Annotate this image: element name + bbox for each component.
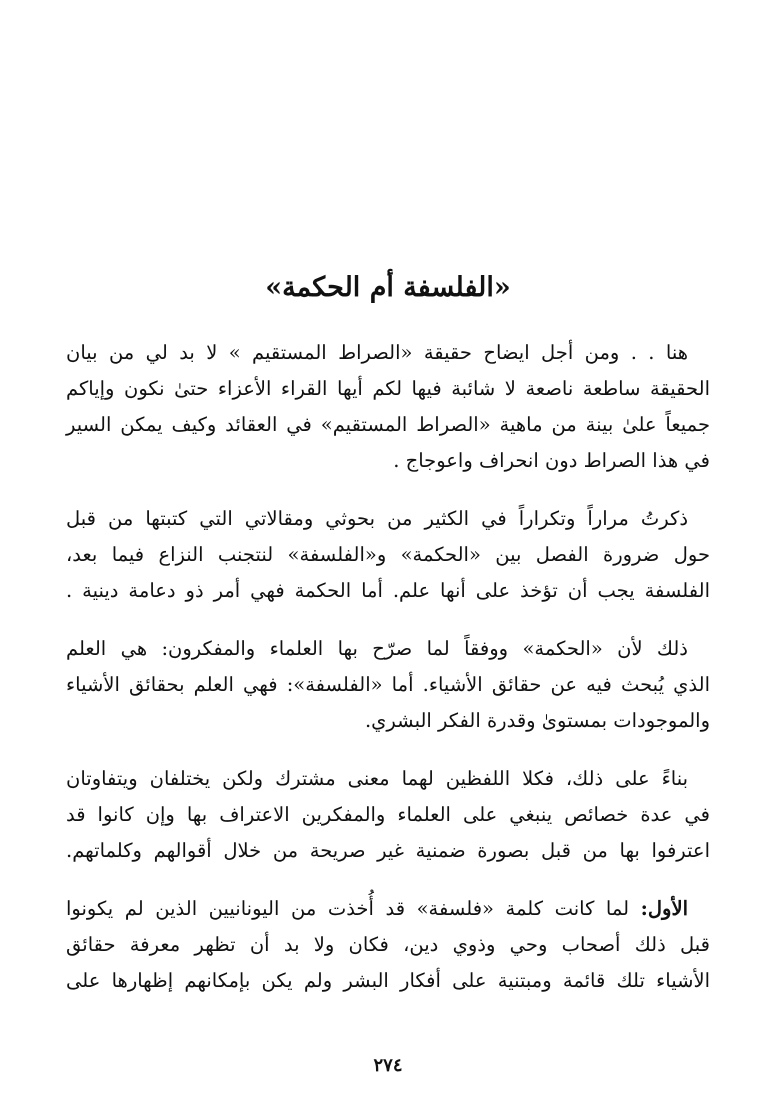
text-line: قبل ذلك أصحاب وحي وذوي دين، فكان ولا بد أن تظهر معرفة حقائق: [66, 933, 710, 956]
text-line: الفلسفة يجب أن تؤخذ على أنها علم. أما الحكمة فهي أمر ذو دعامة دينية .: [66, 579, 710, 602]
page-title: «الفلسفة أم الحكمة»: [265, 272, 511, 303]
paragraph-1: [66, 335, 710, 479]
text-line: والموجودات بمستوىٰ وقدرة الفكر البشري.: [364, 709, 710, 732]
text-line: الذي يُبحث فيه عن حقائق الأشياء. أما «الفلسفة»: فهي العلم بحقائق الأشياء: [66, 673, 710, 696]
paragraph-2: [66, 501, 710, 609]
lead-word: الأول:: [640, 897, 688, 920]
paragraph-3: [66, 631, 710, 739]
paragraph-5: [66, 891, 710, 999]
text-line: [66, 891, 710, 927]
text-line: حول ضرورة الفصل بين «الحكمة» و«الفلسفة» لنتجنب النزاع فيما بعد،: [66, 543, 710, 566]
text-line: جميعاً علىٰ بينة من ماهية «الصراط المستقيم» في العقائد وكيف يمكن السير: [66, 413, 710, 436]
text-line: في عدة خصائص ينبغي على العلماء والمفكرين الاعتراف بها وإن كانوا قد: [66, 803, 710, 826]
text-line: الأشياء تلك قائمة ومبتنية على أفكار البشر ولم يكن بإمكانهم إظهارها على: [66, 969, 710, 992]
page-body: [66, 335, 710, 1021]
text-line: هنا . . ومن أجل ايضاح حقيقة «الصراط المستقيم » لا بد لي من بيان: [66, 341, 688, 364]
text-line: الحقيقة ساطعة ناصعة لا شائبة فيها لكم أيها القراء الأعزاء حتىٰ نكون وإياكم: [66, 377, 710, 400]
text-line: ذلك لأن «الحكمة» ووفقاً لما صرّح بها العلماء والمفكرون: هي العلم: [66, 637, 688, 660]
page-number: ٢٧٤: [373, 1055, 403, 1076]
text-line: في هذا الصراط دون انحراف واعوجاج .: [393, 449, 710, 472]
paragraph-4: [66, 761, 710, 869]
text-line-rest: لما كانت كلمة «فلسفة» قد أُخذت من اليونانيين الذين لم يكونوا: [66, 897, 641, 920]
text-line: بناءً على ذلك، فكلا اللفظين لهما معنى مشترك ولكن يختلفان ويتفاوتان: [66, 767, 688, 790]
text-line: ذكرتُ مراراً وتكراراً في الكثير من بحوثي ومقالاتي التي كتبتها من قبل: [66, 507, 688, 530]
text-line: اعترفوا بها من قبل بصورة ضمنية غير صريحة من خلال أقوالهم وكلماتهم.: [66, 839, 710, 862]
